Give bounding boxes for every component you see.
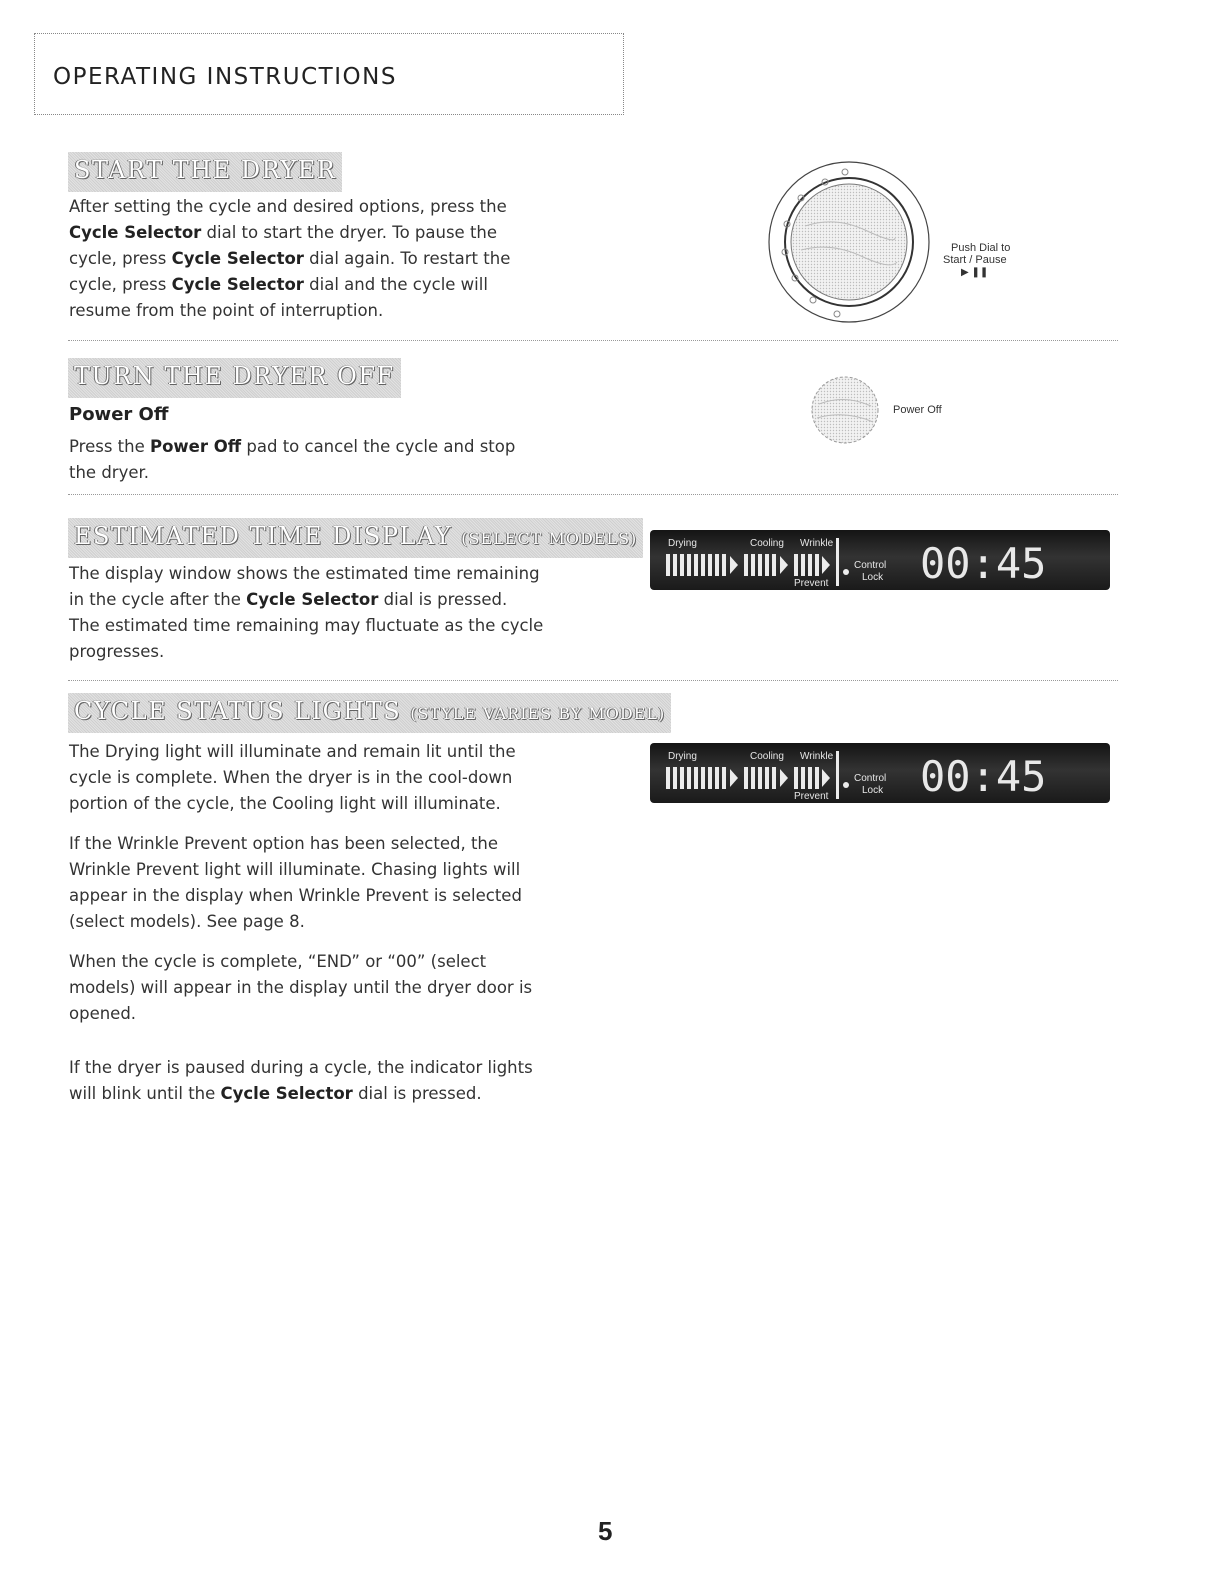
text-line [69,639,589,665]
paragraph [69,739,589,817]
cycle-selector-term: Cycle Selector [69,223,202,242]
text-span: (select models). See page 8. [69,912,305,931]
text-line [69,246,589,272]
text-line [69,194,589,220]
play-pause-icon: ▶ ❚❚ [961,267,989,278]
text-span: appear in the display when Wrinkle Prevent is selected [69,886,522,905]
section-heading-note: (SELECT MODELS) [461,529,638,548]
text-line [69,434,589,460]
text-span: dial is pressed. [352,1084,482,1103]
power-off-label: Power Off [893,404,942,416]
prevent-label: Prevent [794,791,829,802]
text-span: The Drying light will illuminate and remain lit until the [69,742,516,761]
power-off-subheading: Power Off [69,404,169,425]
paragraph [69,949,589,1027]
start-body [69,194,589,324]
off-body [69,434,589,486]
cycle-selector-term: Cycle Selector [171,275,304,294]
text-span: The estimated time remaining may fluctuate as the cycle [69,616,544,635]
drying-label: Drying [668,538,697,549]
section-heading-text: CYCLE STATUS LIGHTS [74,697,402,725]
text-span: resume from the point of interruption. [69,301,384,320]
text-span: After setting the cycle and desired options, press the [69,197,507,216]
text-span: cycle, press [69,249,172,268]
section-heading-start [68,152,342,192]
text-span: cycle, press [69,275,172,294]
text-line [69,272,589,298]
text-span: dial to start the dryer. To pause the [201,223,498,242]
text-span: Wrinkle Prevent light will illuminate. Chasing lights will [69,860,521,879]
wrinkle-label: Wrinkle [800,751,834,762]
time-readout: 00:45 [920,752,1047,801]
section-heading-off [68,358,401,398]
cooling-label: Cooling [750,538,784,549]
section-heading-text: START THE DRYER [74,156,337,184]
power-off-pad-icon [805,372,885,452]
text-span: Press the [69,437,150,456]
page-header [34,33,624,115]
text-span: portion of the cycle, the Cooling light will illuminate. [69,794,501,813]
text-span: will blink until the [69,1084,221,1103]
control-label: Control [854,773,887,784]
paragraph [69,831,589,935]
display-graphic [650,743,1110,803]
text-span: dial again. To restart the [303,249,511,268]
text-line [69,460,589,486]
text-span: opened. [69,1004,137,1023]
time-body [69,561,589,665]
wrinkle-label: Wrinkle [800,538,834,549]
section-heading-text: TURN THE DRYER OFF [74,362,395,390]
power-off-term: Power Off [150,437,242,456]
lock-label: Lock [862,572,884,583]
cycle-selector-term: Cycle Selector [246,590,379,609]
text-line [69,298,589,324]
text-span: the dryer. [69,463,150,482]
section-heading-note: (STYLE VARIES BY MODEL) [410,704,666,723]
cycle-selector-term: Cycle Selector [220,1084,353,1103]
text-span: pad to cancel the cycle and stop [241,437,516,456]
page-title: OPERATING INSTRUCTIONS [53,64,397,90]
section-divider [68,680,1118,681]
section-heading-text: ESTIMATED TIME DISPLAY [74,522,453,550]
page-number: 5 [598,1516,613,1546]
text-span: progresses. [69,642,165,661]
text-span: cycle is complete. When the dryer is in the cool-down [69,768,513,787]
control-label: Control [854,560,887,571]
power-off-figure [805,372,985,452]
prevent-label: Prevent [794,578,829,589]
display-graphic [650,530,1110,590]
text-span: When the cycle is complete, “END” or “00” (select [69,952,487,971]
cycle-selector-term: Cycle Selector [171,249,304,268]
status-body [69,739,589,1121]
text-line [69,613,589,639]
cycle-selector-dial-figure [765,158,1035,328]
text-line [69,587,589,613]
text-line [69,220,589,246]
section-heading-time [68,518,643,558]
text-span: If the Wrinkle Prevent option has been selected, the [69,834,499,853]
status-display-panel [650,743,1110,803]
text-span: dial is pressed. [378,590,508,609]
cooling-label: Cooling [750,751,784,762]
push-dial-label: Push Dial to [951,242,1011,254]
start-pause-label: Start / Pause [943,254,1007,266]
drying-label: Drying [668,751,697,762]
lock-label: Lock [862,785,884,796]
time-display-panel [650,530,1110,590]
text-span: dial and the cycle will [303,275,488,294]
text-line [69,561,589,587]
text-span: models) will appear in the display until the dryer door is [69,978,533,997]
section-divider [68,494,1118,495]
paragraph [69,1055,589,1107]
text-span: in the cycle after the [69,590,247,609]
time-readout: 00:45 [920,539,1047,588]
text-span: The display window shows the estimated time remaining [69,564,540,583]
text-span: If the dryer is paused during a cycle, the indicator lights [69,1058,533,1077]
section-divider [68,340,1118,341]
section-heading-status [68,693,671,733]
